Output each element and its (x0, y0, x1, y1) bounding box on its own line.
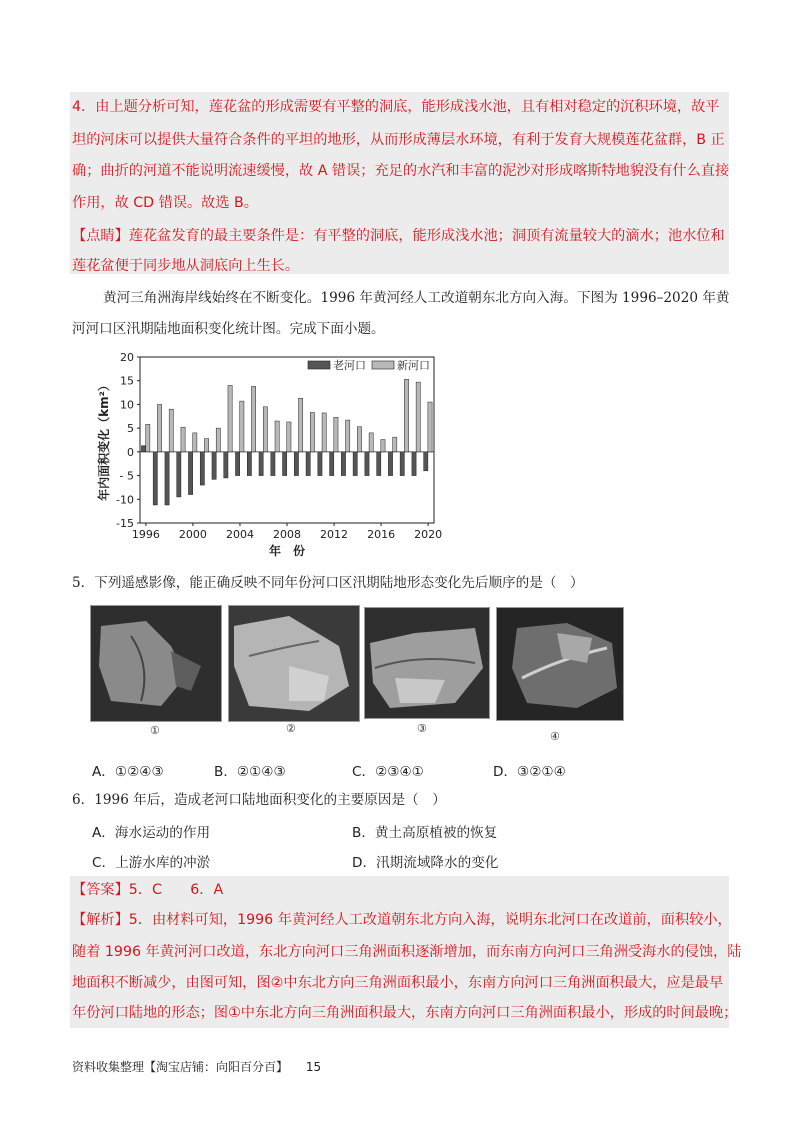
answer-line (72, 880, 223, 900)
bar-old-mouth (200, 452, 204, 485)
remote-sensing-image-4 (496, 607, 624, 721)
x-tick-label: 2000 (178, 528, 207, 541)
image-label-2: ② (286, 722, 296, 735)
q6-option-a: A．海水运动的作用 (92, 825, 211, 841)
bar-old-mouth (424, 452, 428, 471)
q5-option-d: D．③②①④ (493, 764, 566, 780)
tip-line-1 (72, 226, 725, 246)
image-label-3: ③ (417, 722, 427, 735)
bar-old-mouth (235, 452, 239, 476)
image-label-4: ④ (550, 730, 560, 743)
bar-old-mouth (412, 452, 416, 476)
y-tick-label: -10 (116, 493, 134, 507)
bar-old-mouth (188, 452, 192, 495)
analysis-line-3: 地面积不断减少，由图可知，图②中东北方向三角洲面积最小，东南方向河口三角洲面积最大，应是最早 (72, 975, 724, 991)
analysis-label: 【解析】 (72, 912, 129, 928)
bar-old-mouth (365, 452, 369, 476)
answer-label: 【答案】 (72, 882, 129, 898)
bar-old-mouth (141, 446, 145, 452)
bar-new-mouth (228, 385, 232, 451)
bar-new-mouth (157, 404, 161, 451)
bar-old-mouth (318, 452, 322, 476)
bar-old-mouth (224, 452, 228, 478)
bar-new-mouth (322, 413, 326, 452)
x-tick-label: 1996 (131, 528, 160, 541)
intro-line-2: 河河口区汛期陆地面积变化统计图。完成下面小题。 (72, 321, 385, 337)
q5-option-b: B．②①④③ (214, 764, 286, 780)
legend-label: 新河口 (397, 359, 430, 372)
remote-sensing-image-3 (364, 607, 490, 719)
bar-new-mouth (346, 420, 350, 452)
image-label-1: ① (150, 724, 160, 737)
previous-answer-line-1: 4．由上题分析可知，莲花盆的形成需要有平整的洞底，能形成浅水池，且有相对稳定的沉积环境，故平 (72, 99, 720, 115)
bar-new-mouth (404, 379, 408, 452)
bar-old-mouth (212, 452, 216, 480)
remote-sensing-image-1 (90, 605, 222, 722)
y-tick-label: 5 (127, 422, 134, 436)
bar-new-mouth (240, 401, 244, 452)
previous-answer-line-4: 作用，故 CD 错误。故选 B。 (72, 195, 258, 211)
bar-old-mouth (271, 452, 275, 476)
remote-sensing-image-2 (228, 605, 360, 722)
analysis-line-4: 年份河口陆地的形态；图①中东北方向三角洲面积最大，东南方向河口三角洲面积最小，形成的时间最晚； (72, 1005, 738, 1021)
bar-old-mouth (400, 452, 404, 476)
bar-new-mouth (146, 424, 150, 452)
y-axis-label: 年内面积变化（km²） (97, 379, 111, 501)
bar-new-mouth (428, 402, 432, 452)
analysis-line-2: 随着 1996 年黄河河口改道，东北方向河口三角洲面积逐渐增加，而东南方向河口三角洲受海水的侵蚀，陆 (72, 944, 742, 960)
bar-old-mouth (153, 452, 157, 505)
x-tick-label: 2020 (414, 528, 443, 541)
bar-old-mouth (259, 452, 263, 476)
q6-option-d: D．汛期流域降水的变化 (352, 855, 499, 871)
y-tick-label: 20 (120, 351, 134, 364)
bar-old-mouth (247, 452, 251, 476)
y-tick-label: 15 (120, 374, 134, 388)
x-tick-label: 2016 (367, 528, 396, 541)
tip-label: 【点睛】 (72, 228, 129, 244)
footer-text: 资料收集整理【淘宝店铺：向阳百分百】 (72, 1060, 289, 1074)
x-tick-label: 2004 (225, 528, 254, 541)
bar-new-mouth (393, 437, 397, 452)
answer-text: 5．C 6．A (128, 882, 224, 898)
legend-label: 老河口 (333, 359, 366, 372)
x-tick-label: 2008 (273, 528, 301, 541)
bar-new-mouth (369, 433, 373, 452)
legend-swatch (308, 361, 330, 369)
previous-answer-block (70, 92, 729, 274)
bar-old-mouth (353, 452, 357, 476)
y-tick-label: 0 (127, 445, 134, 459)
bar-old-mouth (388, 452, 392, 476)
page-footer (72, 1058, 321, 1075)
q6-option-b: B．黄土高原植被的恢复 (352, 825, 498, 841)
page-number: 15 (305, 1060, 322, 1074)
bar-old-mouth (306, 452, 310, 476)
bar-old-mouth (330, 452, 334, 476)
q6-option-c: C．上游水库的冲淤 (92, 855, 211, 871)
q5-stem: 5．下列遥感影像，能正确反映不同年份河口区汛期陆地形态变化先后顺序的是（ ） (72, 575, 584, 591)
bar-old-mouth (165, 452, 169, 505)
previous-answer-line-2: 坦的河床可以提供大量符合条件的平坦的地形，从而形成薄层水环境，有利于发育大规模莲花盆群，B 正 (72, 132, 725, 148)
analysis-line-1 (72, 910, 732, 930)
tip-line-2: 莲花盆便于同步地从洞底向上生长。 (72, 258, 300, 274)
bar-old-mouth (177, 452, 181, 497)
y-tick-label: 10 (120, 398, 134, 412)
bar-new-mouth (169, 409, 173, 452)
intro-line-1: 黄河三角洲海岸线始终在不断变化。1996 年黄河经人工改道朝东北方向入海。下图为 1996–2020 年黄 (103, 290, 730, 306)
bar-new-mouth (193, 433, 197, 452)
bar-new-mouth (334, 417, 338, 452)
bar-new-mouth (216, 428, 220, 452)
bar-new-mouth (204, 439, 208, 452)
bar-new-mouth (416, 382, 420, 452)
x-axis-label: 年 份 (268, 544, 306, 558)
legend-swatch (372, 361, 394, 369)
q5-option-a: A．①②④③ (92, 764, 164, 780)
bar-old-mouth (283, 452, 287, 476)
previous-answer-line-3: 确；曲折的河道不能说明流速缓慢，故 A 错误；充足的水汽和丰富的泥沙对形成喀斯特地貌没有什么直接 (72, 163, 730, 179)
bar-old-mouth (341, 452, 345, 476)
x-tick-label: 2012 (320, 528, 349, 541)
bar-new-mouth (181, 427, 185, 452)
q5-option-c: C．②③④① (352, 764, 424, 780)
bar-new-mouth (251, 386, 255, 451)
bar-new-mouth (263, 407, 267, 452)
bar-new-mouth (357, 427, 361, 452)
analysis-text-1: 5．由材料可知，1996 年黄河经人工改道朝东北方向入海，说明东北河口在改道前，面积较小， (128, 912, 732, 928)
bar-old-mouth (294, 452, 298, 476)
y-tick-label: - 5 (119, 469, 134, 483)
tip-text-1: 莲花盆发育的最主要条件是：有平整的洞底，能形成浅水池；洞顶有流量较大的滴水；池水位和 (128, 228, 725, 244)
bar-old-mouth (377, 452, 381, 476)
bar-new-mouth (310, 412, 314, 451)
area-change-bar-chart (90, 345, 450, 560)
bar-new-mouth (299, 398, 303, 452)
q6-stem: 6．1996 年后，造成老河口陆地面积变化的主要原因是（ ） (72, 792, 446, 808)
bar-new-mouth (275, 421, 279, 452)
bar-new-mouth (381, 440, 385, 452)
y-tick-label: -15 (116, 517, 134, 530)
bar-new-mouth (287, 422, 291, 452)
